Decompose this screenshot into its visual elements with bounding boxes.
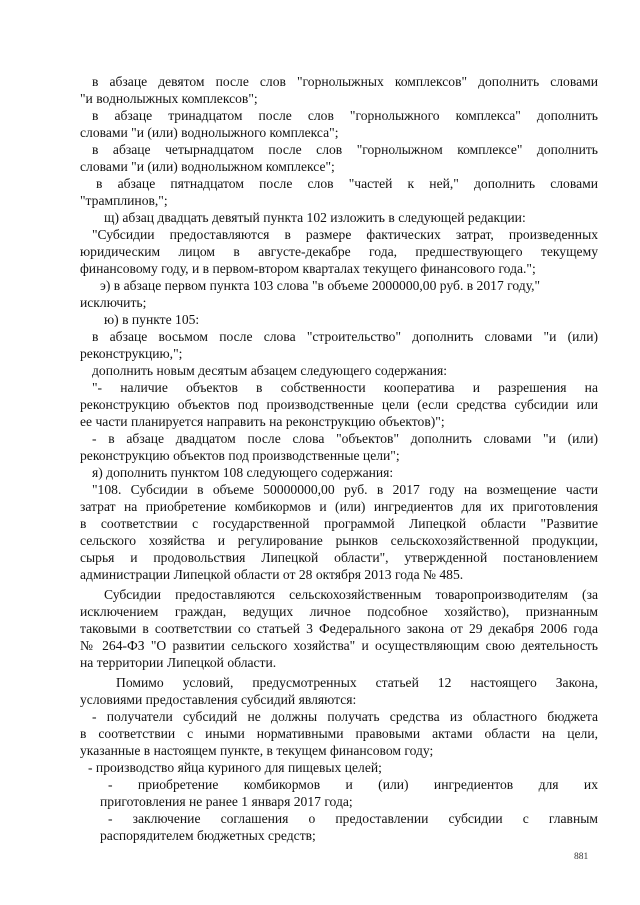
text-line: реконструкцию объектов под производственные цели"; xyxy=(80,448,400,463)
text-line: "и воднолыжных комплексов"; xyxy=(80,91,258,106)
text-line: сырья и продовольствия Липецкой области", утвержденной постановлением xyxy=(80,550,598,565)
text-line: № 264-ФЗ "О развитии сельского хозяйства" и осуществляющим свою деятельность xyxy=(80,638,598,653)
text-line: - в абзаце двадцатом после слова "объектов" дополнить словами "и (или) xyxy=(92,431,598,446)
text-line: исключить; xyxy=(80,295,147,310)
text-line: дополнить новым десятым абзацем следующего содержания: xyxy=(92,363,448,378)
text-line: в соответствии с иными нормативными правовыми актами области на цели, xyxy=(80,726,598,741)
text-line: указанные в настоящем пункте, в текущем финансовом году; xyxy=(80,743,434,758)
text-line: финансовому году, и в первом-втором кварталах текущего финансового года."; xyxy=(80,261,536,276)
text-line: "- наличие объектов в собственности кооператива и разрешения на xyxy=(92,380,598,395)
text-line: словами "и (или) воднолыжного комплекса"; xyxy=(80,125,339,140)
text-line: условиями предоставления субсидий являются: xyxy=(80,692,357,707)
text-line: в абзаце восьмом после слова "строительство" дополнить словами "и (или) xyxy=(92,329,598,344)
text-line: администрации Липецкой области от 28 октября 2013 года № 485. xyxy=(80,567,464,582)
text-line: - заключение соглашения о предоставлении субсидии с главным xyxy=(108,811,598,826)
text-line: в абзаце пятнадцатом после слов "частей к ней," дополнить словами xyxy=(96,176,598,191)
text-line: затрат на приобретение комбикормов и (или) ингредиентов для их приготовления xyxy=(80,499,598,514)
text-line: в соответствии с государственной программой Липецкой области "Развитие xyxy=(80,516,598,531)
text-line: "Субсидии предоставляются в размере фактических затрат, произведенных xyxy=(92,227,598,242)
text-line: в абзаце четырнадцатом после слов "горнолыжном комплексе" дополнить xyxy=(92,142,598,157)
text-line: - производство яйца куриного для пищевых целей; xyxy=(88,760,382,775)
text-line: таковыми в соответствии со статьей 3 Федерального закона от 29 декабря 2006 года xyxy=(80,621,598,636)
text-line: э) в абзаце первом пункта 103 слова "в объеме 2000000,00 руб. в 2017 году," xyxy=(100,278,541,293)
text-line: щ) абзац двадцать девятый пункта 102 изложить в следующей редакции: xyxy=(104,210,526,225)
text-line: исключением граждан, ведущих личное подсобное хозяйство), признанным xyxy=(80,604,598,619)
text-line: словами "и (или) воднолыжном комплексе"; xyxy=(80,159,335,174)
text-line: ю) в пункте 105: xyxy=(104,312,200,327)
text-line: приготовления не ранее 1 января 2017 года; xyxy=(100,794,353,809)
text-line: - получатели субсидий не должны получать средства из областного бюджета xyxy=(92,709,598,724)
text-line: - приобретение комбикормов и (или) ингредиентов для их xyxy=(108,777,598,792)
text-line: распорядителем бюджетных средств; xyxy=(100,828,316,843)
text-line: "108. Субсидии в объеме 50000000,00 руб. в 2017 году на возмещение части xyxy=(92,482,598,497)
text-line: реконструкцию объектов под производственные цели (если средства субсидии или xyxy=(80,397,598,412)
text-line: ее части планируется направить на реконструкцию объектов)"; xyxy=(80,414,445,429)
text-line: на территории Липецкой области. xyxy=(80,655,277,670)
text-line: реконструкцию,"; xyxy=(80,346,183,361)
text-line: сельского хозяйства и регулирование рынков сельскохозяйственной продукции, xyxy=(80,533,598,548)
text-line: в абзаце тринадцатом после слов "горнолыжного комплекса" дополнить xyxy=(92,108,598,123)
text-line: я) дополнить пунктом 108 следующего содержания: xyxy=(92,465,394,480)
text-line: юридическим лицом в августе-декабре года, предшествующего текущему xyxy=(80,244,598,259)
text-line: в абзаце девятом после слов "горнолыжных комплексов" дополнить словами xyxy=(92,74,598,89)
page-number: 881 xyxy=(574,852,589,862)
text-line: Помимо условий, предусмотренных статьей 12 настоящего Закона, xyxy=(116,675,598,690)
text-line: Субсидии предоставляются сельскохозяйственным товаропроизводителям (за xyxy=(104,587,598,602)
text-line: "трамплинов,"; xyxy=(80,193,168,208)
